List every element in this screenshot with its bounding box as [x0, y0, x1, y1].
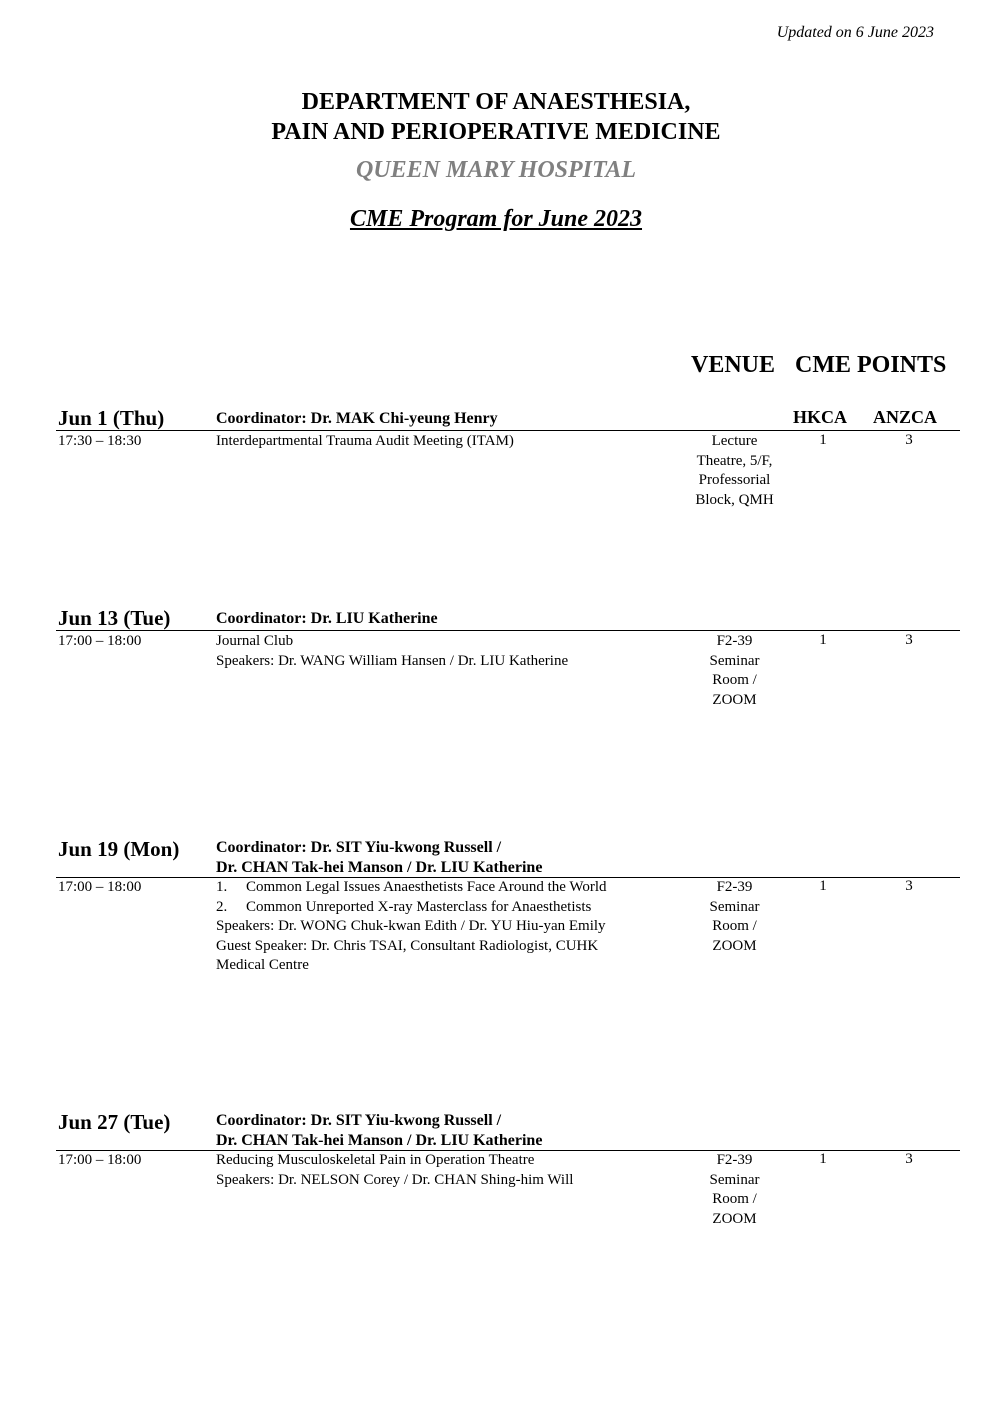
- coordinator-line: Coordinator: Dr. SIT Yiu-kwong Russell /: [216, 839, 502, 856]
- item-number: 1.: [216, 879, 228, 895]
- description-line: Reducing Musculoskeletal Pain in Operation Theatre: [216, 1152, 535, 1168]
- item-text: Common Unreported X-ray Masterclass for Anaesthetists: [246, 898, 592, 915]
- venue-line: ZOOM: [712, 691, 757, 708]
- anzca-points: 3: [905, 432, 913, 448]
- anzca-points: 3: [905, 632, 913, 648]
- session-venue: [686, 432, 783, 510]
- coordinator-line: Coordinator: Dr. SIT Yiu-kwong Russell /: [216, 1112, 502, 1129]
- venue-line: Theatre, 5/F,: [696, 452, 773, 469]
- description-line: Guest Speaker: Dr. Chris TSAI, Consultant Radiologist, CUHK: [216, 937, 599, 954]
- venue-line: F2-39: [716, 1152, 753, 1168]
- venue-line: Seminar: [709, 652, 760, 669]
- session-venue: [686, 632, 783, 710]
- session-time: 17:00 – 18:00: [58, 1152, 142, 1168]
- session-date: Jun 27 (Tue): [58, 1110, 171, 1134]
- session-coordinator: [216, 409, 498, 429]
- session-coordinator: [216, 609, 438, 629]
- session-time: 17:00 – 18:00: [58, 879, 142, 895]
- item-number: 2.: [216, 898, 228, 915]
- session-date: Jun 1 (Thu): [58, 406, 165, 430]
- session-coordinator: [216, 1111, 542, 1151]
- description-line: Medical Centre: [216, 957, 309, 973]
- session-time: 17:30 – 18:30: [58, 433, 142, 449]
- venue-line: ZOOM: [712, 1210, 757, 1227]
- updated-date: Updated on 6 June 2023: [776, 24, 934, 41]
- session-description: [216, 432, 666, 452]
- anzca-heading: ANZCA: [873, 407, 938, 427]
- hospital-name: QUEEN MARY HOSPITAL: [355, 157, 637, 183]
- venue-line: Seminar: [709, 898, 760, 915]
- coordinator-line: Dr. CHAN Tak-hei Manson / Dr. LIU Katherine: [216, 859, 543, 876]
- session-venue: [686, 878, 783, 956]
- item-text: Common Legal Issues Anaesthetists Face Around the World: [246, 879, 607, 895]
- divider: [56, 630, 960, 631]
- hkca-points: 1: [819, 432, 827, 448]
- session-date: Jun 13 (Tue): [58, 606, 171, 630]
- session-coordinator: [216, 838, 542, 878]
- hkca-points: 1: [819, 878, 827, 894]
- agenda-item: [216, 898, 666, 918]
- session-venue: [686, 1151, 783, 1229]
- venue-line: Professorial: [698, 472, 771, 488]
- description-line: Speakers: Dr. NELSON Corey / Dr. CHAN Shing-him Will: [216, 1171, 574, 1188]
- session-description: [216, 632, 666, 671]
- hkca-points: 1: [819, 632, 827, 648]
- coordinator-line: Dr. CHAN Tak-hei Manson / Dr. LIU Katherine: [216, 1132, 543, 1149]
- venue-line: F2-39: [716, 633, 753, 649]
- venue-line: Seminar: [709, 1171, 760, 1188]
- program-title: CME Program for June 2023: [349, 206, 643, 232]
- description-line: Interdepartmental Trauma Audit Meeting (ITAM): [216, 433, 514, 449]
- description-line: Speakers: Dr. WANG William Hansen / Dr. LIU Katherine: [216, 652, 569, 669]
- venue-line: F2-39: [716, 879, 753, 895]
- department-title-line1: DEPARTMENT OF ANAESTHESIA,: [301, 89, 691, 115]
- coordinator-line: Coordinator: Dr. LIU Katherine: [216, 610, 438, 627]
- description-line: Journal Club: [216, 633, 294, 649]
- venue-line: Room /: [712, 1191, 757, 1207]
- hkca-heading: HKCA: [793, 407, 847, 427]
- venue-line: Room /: [712, 672, 757, 688]
- venue-line: Room /: [712, 918, 757, 934]
- agenda-item: [216, 878, 666, 898]
- hkca-points: 1: [819, 1151, 827, 1167]
- divider: [56, 430, 960, 431]
- venue-line: ZOOM: [712, 937, 757, 954]
- anzca-points: 3: [905, 878, 913, 894]
- session-description: [216, 878, 666, 976]
- venue-column-heading: VENUE: [691, 352, 776, 378]
- anzca-points: 3: [905, 1151, 913, 1167]
- session-time: 17:00 – 18:00: [58, 633, 142, 649]
- department-title-line2: PAIN AND PERIOPERATIVE MEDICINE: [271, 119, 721, 145]
- description-line: Speakers: Dr. WONG Chuk-kwan Edith / Dr. YU Hiu-yan Emily: [216, 918, 606, 934]
- session-date: Jun 19 (Mon): [58, 837, 180, 861]
- session-description: [216, 1151, 666, 1190]
- cme-points-column-heading: CME POINTS: [795, 352, 947, 378]
- coordinator-line: Coordinator: Dr. MAK Chi-yeung Henry: [216, 410, 498, 427]
- venue-line: Block, QMH: [695, 491, 774, 508]
- venue-line: Lecture: [711, 433, 758, 449]
